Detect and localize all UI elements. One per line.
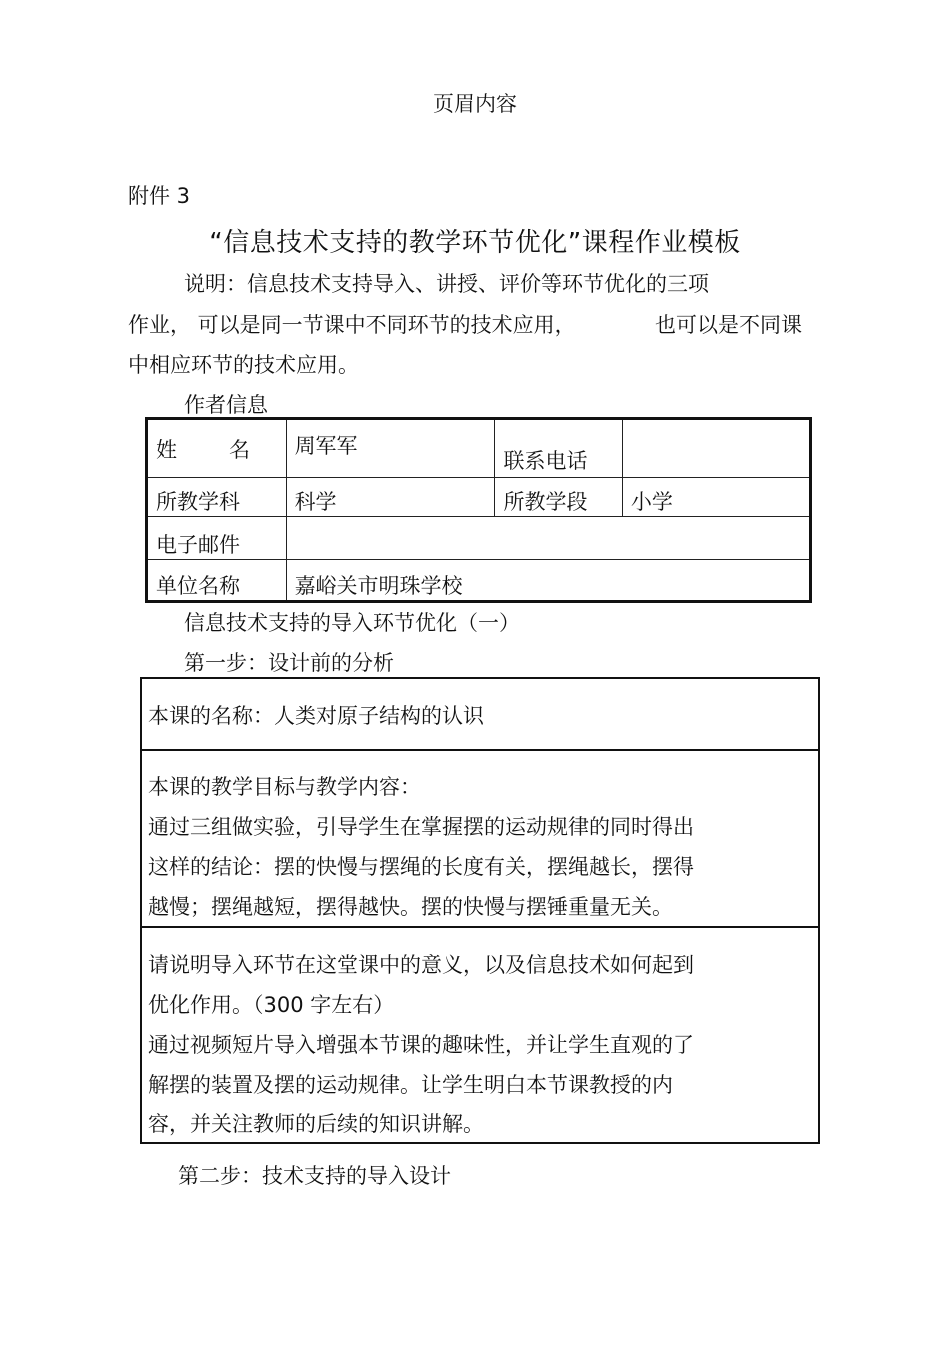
author-info-table [145, 417, 812, 603]
unit-label: 单位名称 [147, 560, 287, 602]
intro-line-3: 中相应环节的技术应用。 [128, 353, 359, 377]
author-info-label: 作者信息 [184, 393, 268, 417]
phone-value [622, 419, 810, 478]
subject-value: 科学 [286, 478, 495, 517]
table-row [147, 560, 811, 602]
significance-prompt-line-1: 请说明导入环节在这堂课中的意义，以及信息技术如何起到 [148, 953, 694, 977]
table-row [147, 517, 811, 560]
significance-answer-line-1: 通过视频短片导入增强本节课的趣味性，并让学生直观的了 [148, 1033, 694, 1057]
stage-label: 所教学段 [495, 478, 622, 517]
name-label-part-1: 姓 [156, 437, 177, 462]
table-row [147, 419, 811, 478]
name-label-part-2: 名 [229, 437, 250, 462]
email-label: 电子邮件 [147, 517, 287, 560]
lesson-name-text: 本课的名称：人类对原子结构的认识 [148, 704, 484, 728]
objectives-line-1: 通过三组做实验，引导学生在掌握摆的运动规律的同时得出 [148, 815, 694, 839]
step-2-heading: 第二步：技术支持的导入设计 [178, 1164, 451, 1188]
objectives-line-3: 越慢；摆绳越短，摆得越快。摆的快慢与摆锤重量无关。 [148, 895, 673, 919]
significance-answer-line-2: 解摆的装置及摆的运动规律。让学生明白本节课教授的内 [148, 1073, 673, 1097]
intro-line-2a: 作业， 可以是同一节课中不同环节的技术应用， [128, 313, 576, 337]
email-value [286, 517, 810, 560]
unit-value: 嘉峪关市明珠学校 [286, 560, 810, 602]
stage-value: 小学 [622, 478, 810, 517]
name-value: 周军军 [286, 419, 495, 478]
objectives-heading: 本课的教学目标与教学内容： [148, 775, 421, 799]
attachment-label: 附件 3 [128, 184, 191, 208]
step-1-heading: 第一步：设计前的分析 [184, 651, 394, 675]
section-title: 信息技术支持的导入环节优化（一） [184, 611, 520, 635]
name-label-cell [147, 419, 287, 478]
phone-label: 联系电话 [495, 419, 622, 478]
table-row [147, 478, 811, 517]
significance-prompt-line-2: 优化作用。（300 字左右） [148, 993, 395, 1017]
significance-answer-line-3: 容，并关注教师的后续的知识讲解。 [148, 1112, 484, 1136]
intro-line-1: 说明：信息技术支持导入、讲授、评价等环节优化的三项 [184, 272, 709, 296]
objectives-line-2: 这样的结论：摆的快慢与摆绳的长度有关，摆绳越长，摆得 [148, 855, 694, 879]
intro-line-2b: 也可以是不同课 [655, 313, 802, 337]
page-header: 页眉内容 [433, 92, 517, 116]
document-title: “信息技术支持的教学环节优化”课程作业模板 [209, 228, 741, 258]
subject-label: 所教学科 [147, 478, 287, 517]
